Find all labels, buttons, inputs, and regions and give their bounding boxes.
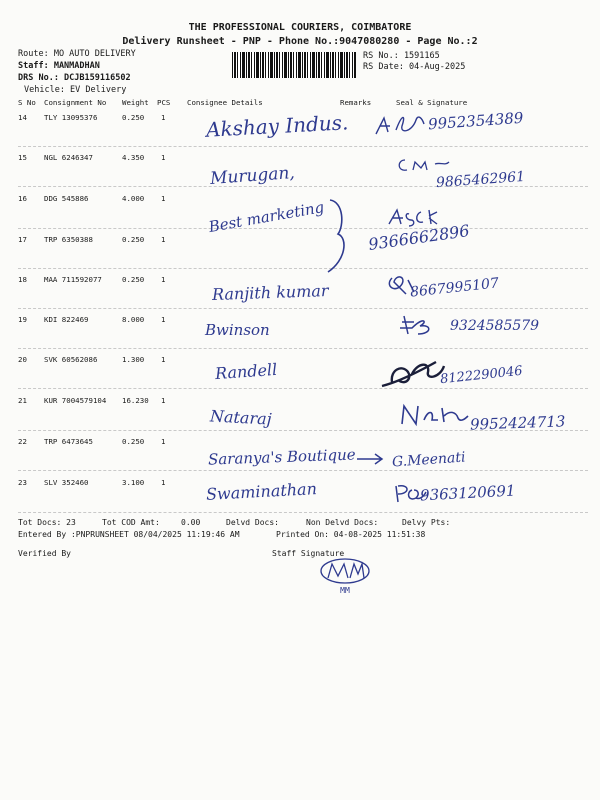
drs-label: DRS No.: DCJB159116502: [18, 73, 131, 83]
handwritten-consignee: Saranya's Boutique: [207, 445, 356, 469]
handwritten-signature: 8122290046: [439, 363, 524, 388]
signature-scribble: [372, 112, 432, 138]
row-weight: 1.300: [122, 355, 145, 364]
row-sno: 19: [18, 315, 27, 324]
barcode: [232, 52, 356, 78]
handwritten-signature: 9865462961: [435, 168, 526, 192]
col-seal: Seal & Signature: [396, 98, 468, 107]
row-pcs: 1: [161, 194, 166, 203]
staff-signature-label: Staff Signature: [272, 549, 345, 558]
handwritten-consignee: Ranjith kumar: [211, 280, 329, 305]
route-label: Route: MO AUTO DELIVERY: [18, 49, 136, 59]
rs-number: RS No.: 1591165: [363, 51, 440, 61]
row-weight: 4.000: [122, 194, 145, 203]
signature-scribble: [395, 154, 455, 176]
col-weight: Weight: [122, 98, 149, 107]
delvd-docs: Delvd Docs:: [226, 518, 279, 527]
company-title: THE PROFESSIONAL COURIERS, COIMBATORE: [188, 22, 412, 33]
printed-on: Printed On: 04-08-2025 11:51:38: [276, 530, 426, 539]
col-consignee: Consignee Details: [187, 98, 263, 107]
verified-by-label: Verified By: [18, 549, 71, 558]
row-weight: 4.350: [122, 153, 145, 162]
tot-cod-value: 0.00: [181, 518, 201, 527]
row-sno: 15: [18, 153, 27, 162]
row-sno: 20: [18, 355, 27, 364]
row-pcs: 1: [161, 235, 166, 244]
row-consignment: TRP 6473645: [44, 437, 93, 446]
row-consignment: KUR 7004579104: [44, 396, 107, 405]
row-sno: 18: [18, 275, 27, 284]
handwritten-signature: 9952354389: [427, 108, 524, 134]
tot-docs: Tot Docs: 23: [18, 518, 76, 527]
col-pcs: PCS: [157, 98, 171, 107]
row-sno: 16: [18, 194, 27, 203]
row-weight: 0.250: [122, 235, 145, 244]
row-divider: [18, 348, 588, 349]
row-pcs: 1: [161, 478, 166, 487]
staff-initials: MM: [340, 586, 350, 595]
handwritten-signature: 9324585579: [450, 318, 540, 334]
row-sno: 17: [18, 235, 27, 244]
rs-date: RS Date: 04-Aug-2025: [363, 62, 466, 72]
handwritten-consignee: Nataraj: [209, 406, 273, 429]
row-weight: 3.100: [122, 478, 145, 487]
non-delvd-docs: Non Delvd Docs:: [306, 518, 379, 527]
staff-signature-scribble: [318, 556, 372, 586]
row-pcs: 1: [161, 275, 166, 284]
row-divider: [18, 388, 588, 389]
row-pcs: 1: [161, 437, 166, 446]
row-divider: [18, 268, 588, 269]
row-sno: 21: [18, 396, 27, 405]
arrow-mark: [355, 452, 385, 466]
signature-scribble: [385, 206, 465, 228]
row-consignment: KDI 822469: [44, 315, 89, 324]
row-divider: [18, 228, 588, 229]
row-divider: [18, 146, 588, 147]
signature-scribble: [398, 312, 442, 338]
row-sno: 22: [18, 437, 27, 446]
handwritten-consignee: Akshay Indus.: [205, 110, 349, 142]
row-weight: 16.230: [122, 396, 149, 405]
tot-cod-label: Tot COD Amt:: [102, 518, 160, 527]
row-weight: 0.250: [122, 275, 145, 284]
row-weight: 8.000: [122, 315, 145, 324]
row-consignment: SVK 60562086: [44, 355, 98, 364]
staff-label: Staff: MANMADHAN: [18, 61, 100, 71]
row-pcs: 1: [161, 153, 166, 162]
handwritten-consignee: Bwinson: [205, 321, 270, 339]
handwritten-consignee: Best marketing: [207, 197, 326, 237]
row-divider: [18, 512, 588, 513]
bracket-mark: [324, 196, 354, 276]
row-divider: [18, 308, 588, 309]
signature-scribble: [398, 402, 470, 428]
handwritten-signature: G.Meenati: [391, 449, 466, 471]
handwritten-signature: 9363120691: [419, 481, 516, 505]
row-consignment: SLV 352460: [44, 478, 89, 487]
row-sno: 14: [18, 113, 27, 122]
delvy-pts: Delvy Pts:: [402, 518, 451, 527]
row-consignment: NGL 6246347: [44, 153, 93, 162]
row-pcs: 1: [161, 396, 166, 405]
col-consignment: Consignment No: [44, 98, 107, 107]
row-consignment: MAA 711592077: [44, 275, 102, 284]
entered-by: Entered By :PNPRUNSHEET 08/04/2025 11:19:46 AM: [18, 530, 240, 539]
row-divider: [18, 470, 588, 471]
handwritten-consignee: Randell: [214, 359, 278, 384]
col-sno: S No: [18, 98, 36, 107]
handwritten-consignee: Murugan,: [209, 163, 296, 189]
row-consignment: DDG 545886: [44, 194, 89, 203]
handwritten-signature: 8667995107: [409, 275, 500, 301]
row-pcs: 1: [161, 315, 166, 324]
handwritten-signature: 9366662896: [367, 221, 471, 254]
table-row: [0, 235, 600, 251]
row-consignment: TRP 6350388: [44, 235, 93, 244]
entry-row: [0, 530, 600, 546]
signature-scribble: [392, 482, 428, 504]
row-pcs: 1: [161, 355, 166, 364]
table-row: [0, 396, 600, 412]
handwritten-signature: 9952424713: [469, 412, 566, 434]
table-row: [0, 153, 600, 169]
runsheet-subtitle: Delivery Runsheet - PNP - Phone No.:9047080280 - Page No.:2: [122, 36, 478, 47]
vehicle-label: Vehicle: EV Delivery: [24, 85, 127, 95]
row-weight: 0.250: [122, 437, 145, 446]
row-pcs: 1: [161, 113, 166, 122]
signature-scribble: [386, 272, 420, 298]
col-remarks: Remarks: [340, 98, 372, 107]
row-sno: 23: [18, 478, 27, 487]
signature-scribble: [378, 352, 450, 392]
handwritten-consignee: Swaminathan: [205, 479, 318, 504]
row-weight: 0.250: [122, 113, 145, 122]
row-consignment: TLY 13095376: [44, 113, 98, 122]
